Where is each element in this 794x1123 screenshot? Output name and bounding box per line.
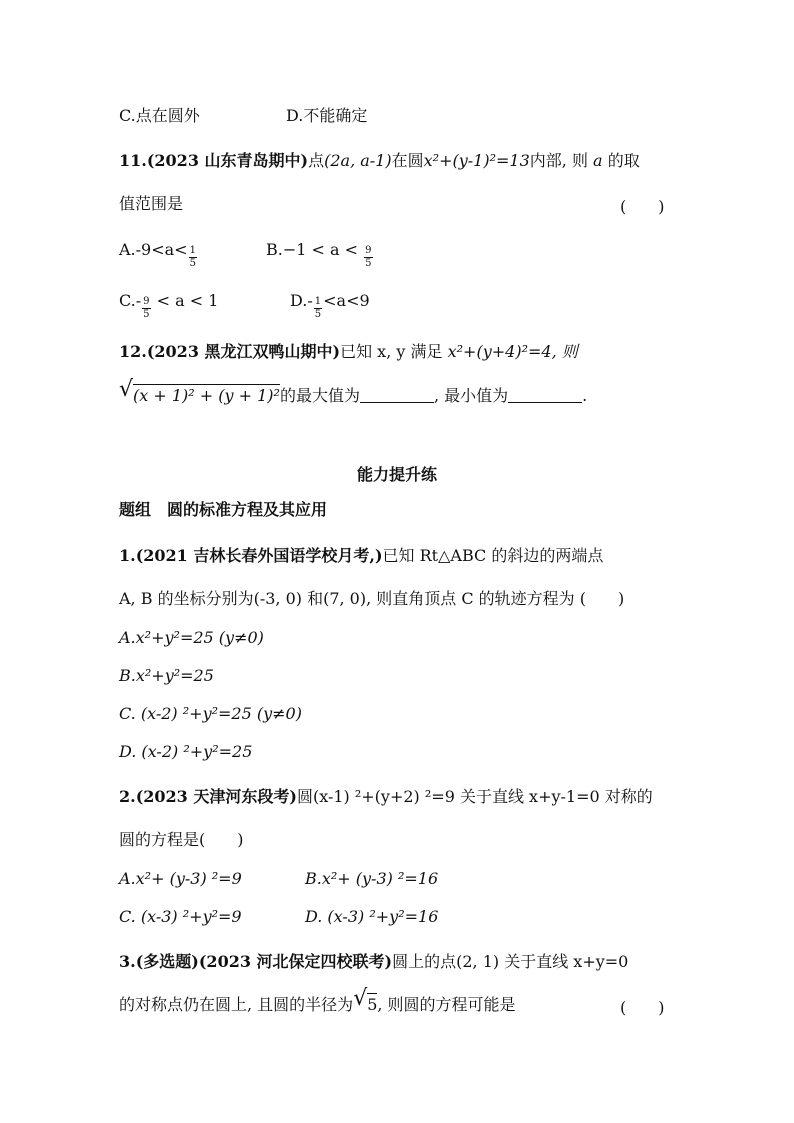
answer-parentheses: ( )	[620, 998, 665, 1017]
fraction	[364, 245, 372, 270]
option-text: <a<9	[323, 291, 370, 310]
q1-option-b: B.x²+y²=25	[119, 666, 214, 685]
numerator: 1	[189, 245, 196, 256]
q11-option-a	[119, 240, 198, 270]
q3-text: 的对称点仍在圆上, 且圆的半径为	[119, 995, 354, 1014]
q1-option-a: A.x²+y²=25 (y≠0)	[119, 628, 264, 647]
option-text: C.-	[119, 291, 142, 310]
q2-stem-line2: 圆的方程是( )	[119, 830, 244, 849]
q1-text: 已知 Rt△ABC 的斜边的两端点	[382, 546, 604, 565]
q1-number: 1.	[119, 546, 136, 565]
q11-source: (2023 山东青岛期中)	[146, 151, 309, 170]
numerator: 1	[314, 296, 322, 307]
q11-circle: x²+(y-1)²=13	[423, 151, 530, 170]
option-text: < a < 1	[151, 291, 219, 310]
group-label: 题组	[119, 500, 152, 519]
option-text: A.-9<a<	[119, 240, 188, 259]
q2-number: 2.	[119, 787, 136, 806]
answer-blank-max[interactable]	[360, 388, 434, 403]
q12-stem-line2	[119, 377, 588, 406]
q3-stem-line2	[119, 986, 516, 1015]
group-title: 圆的标准方程及其应用	[167, 500, 328, 519]
q11-text: 内部, 则	[529, 151, 588, 170]
q12-equation: x²+(y+4)²=4, 则	[447, 342, 578, 361]
denominator: 5	[314, 309, 322, 320]
q11-option-d	[290, 291, 370, 321]
q11-stem-line1	[119, 151, 640, 171]
q1-option-d: D. (x-2) ²+y²=25	[119, 742, 253, 761]
q11-number: 11.	[119, 151, 147, 170]
q11-stem-line2: 值范围是	[119, 194, 184, 213]
fraction	[142, 296, 150, 321]
q2-option-b: B.x²+ (y-3) ²=16	[305, 869, 439, 888]
q3-source: (2023 河北保定四校联考)	[198, 952, 393, 971]
q12-stem-line1	[119, 342, 578, 362]
answer-parentheses: ( )	[620, 197, 665, 216]
numerator: 9	[143, 296, 150, 307]
square-root	[119, 377, 280, 406]
q1-option-c: C. (x-2) ²+y²=25 (y≠0)	[119, 704, 302, 723]
q11-text: 在圆	[391, 151, 424, 170]
numerator: 9	[365, 245, 372, 256]
q2-option-a: A.x²+ (y-3) ²=9	[119, 869, 242, 888]
sqrt-value: 5	[367, 995, 378, 1014]
q11-option-b	[266, 240, 374, 270]
q12-text: .	[582, 386, 588, 405]
denominator: 5	[365, 258, 372, 269]
q12-number: 12.	[119, 342, 147, 361]
q11-option-c	[119, 291, 218, 321]
q3-number: 3.	[119, 952, 136, 971]
q11-var: a	[593, 151, 603, 170]
square-root	[353, 986, 378, 1015]
q12-source: (2023 黑龙江双鸭山期中)	[146, 342, 341, 361]
q3-stem-line1	[119, 952, 628, 972]
q1-source: (2021 吉林长春外国语学校月考,)	[135, 546, 383, 565]
q3-text: 圆上的点(2, 1) 关于直线 x+y=0	[392, 952, 629, 971]
fraction	[189, 245, 197, 270]
q12-text: 的最大值为	[279, 386, 360, 405]
radical-sign: √	[353, 986, 368, 1011]
answer-blank-min[interactable]	[508, 388, 582, 403]
q1-stem-line2: A, B 的坐标分别为(-3, 0) 和(7, 0), 则直角顶点 C 的轨迹方程为 ( )	[119, 589, 625, 608]
q2-stem-line1	[119, 787, 653, 807]
option-text: D.-	[290, 291, 313, 310]
q2-source: (2023 天津河东段考)	[135, 787, 297, 806]
radical-sign: √	[119, 377, 134, 402]
q11-point: (2a, a-1)	[324, 151, 392, 170]
q3-tag: (多选题)	[135, 952, 199, 971]
q10-option-d: D.不能确定	[286, 106, 368, 125]
option-text: B.−1 < a <	[266, 240, 364, 259]
q10-option-c: C.点在圆外	[119, 106, 200, 125]
denominator: 5	[189, 258, 196, 269]
q2-option-d: D. (x-3) ²+y²=16	[305, 907, 439, 926]
sqrt-expression: (x + 1)² + (y + 1)²	[133, 386, 280, 405]
q2-option-c: C. (x-3) ²+y²=9	[119, 907, 242, 926]
group-heading	[119, 500, 327, 520]
q11-text: 点	[308, 151, 325, 170]
fraction	[314, 296, 322, 321]
section-title: 能力提升练	[356, 465, 437, 484]
q12-text: , 最小值为	[433, 386, 509, 405]
q3-text: , 则圆的方程可能是	[377, 995, 516, 1014]
q1-stem-line1	[119, 546, 603, 566]
q12-text: 已知 x, y 满足	[340, 342, 443, 361]
q2-text: 圆(x-1) ²+(y+2) ²=9 关于直线 x+y-1=0 对称的	[296, 787, 653, 806]
q11-text: 的取	[607, 151, 640, 170]
denominator: 5	[143, 309, 150, 320]
